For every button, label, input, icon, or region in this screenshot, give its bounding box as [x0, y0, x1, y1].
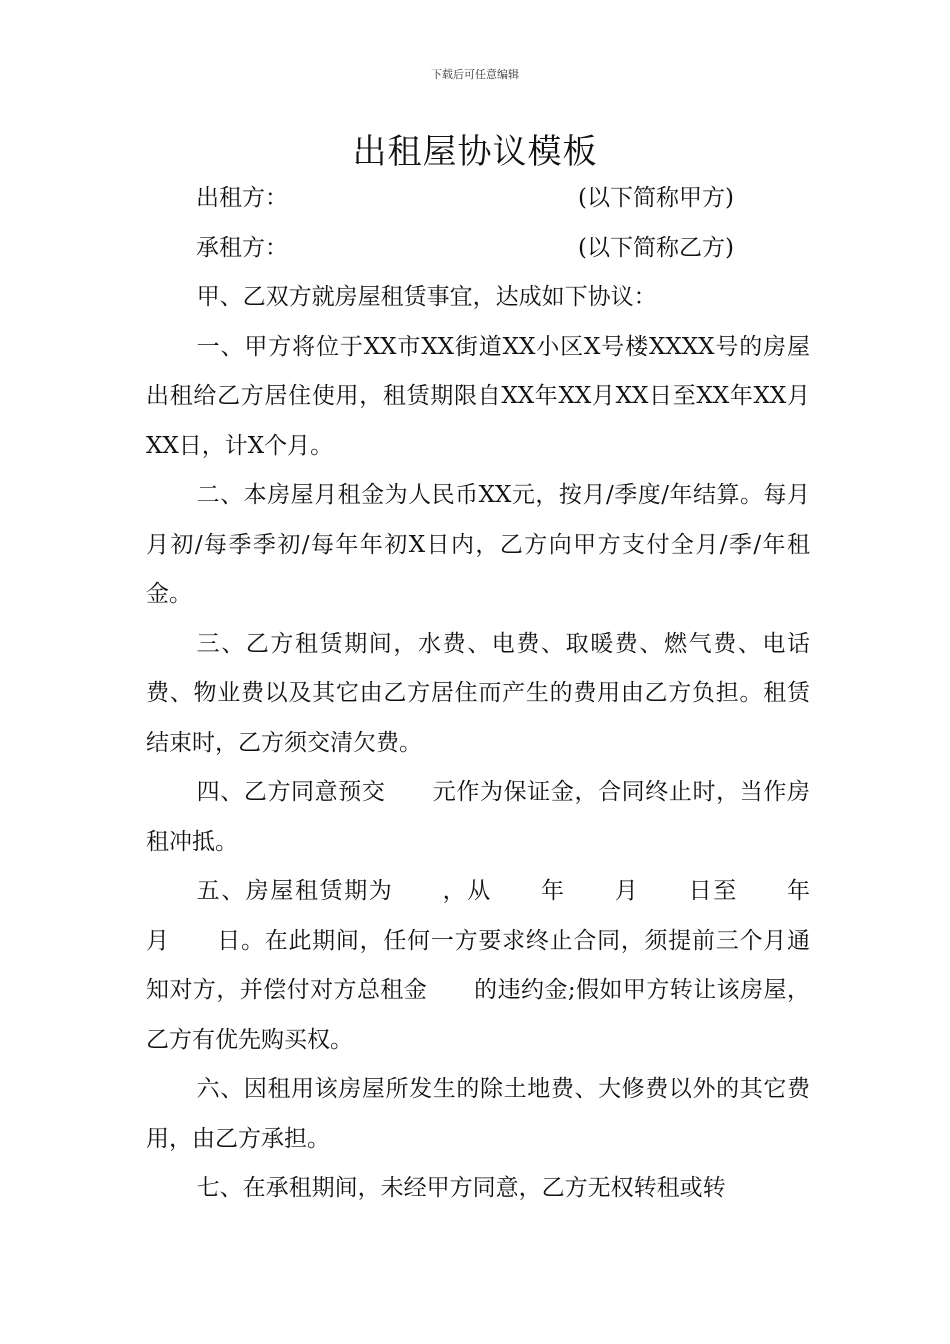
document-title: 出租屋协议模板 — [352, 132, 598, 172]
clause-5: 五、房屋租赁期为 ，从 年 月 日至 年 月 日。在此期间，任何一方要求终止合同，须提前三个月通知对方，并偿付对方总租金 的违约金;假如甲方转让该房屋，乙方有优先购买权。 — [146, 878, 833, 1053]
lessor-note: (以下简称甲方) — [578, 185, 734, 211]
lessee-note: (以下简称乙方) — [578, 234, 734, 261]
clause-6: 六、因租用该房屋所发生的除土地费、大修费以外的其它费用，由乙方承担。 — [146, 1076, 810, 1152]
clause-1: 一、甲方将位于XX市XX街道XX小区X号楼XXXX号的房屋出租给乙方居住使用，租赁期限自XX年XX月XX日至XX年XX月XX日，计X个月。 — [146, 333, 810, 459]
clause-7: 七、在承租期间，未经甲方同意，乙方无权转租或转 — [196, 1175, 726, 1201]
lessor-line — [146, 174, 810, 224]
intro-paragraph: 甲、乙双方就房屋租赁事宜，达成如下协议： — [196, 284, 657, 310]
lessee-label: 承租方： — [196, 234, 288, 261]
lessee-line — [146, 224, 810, 274]
clause-2: 二、本房屋月租金为人民币XX元，按月/季度/年结算。每月月初/每季季初/每年年初X日内，乙方向甲方支付全月/季/年租金。 — [146, 482, 810, 607]
header-note: 下载后可任意编辑 — [431, 68, 519, 81]
clause-3: 三、乙方租赁期间，水费、电费、取暖费、燃气费、电话费、物业费以及其它由乙方居住而产生的费用由乙方负担。租赁结束时，乙方须交清欠费。 — [146, 630, 810, 756]
document-body — [146, 174, 833, 1214]
lessor-label: 出租方： — [196, 185, 288, 211]
clause-4: 四、乙方同意预交 元作为保证金，合同终止时，当作房租冲抵。 — [146, 779, 810, 855]
